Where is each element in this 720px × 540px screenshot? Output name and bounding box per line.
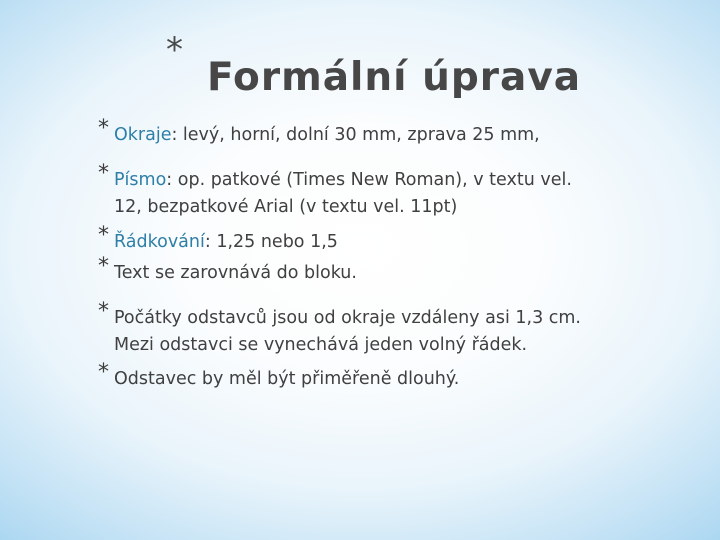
bullet-term: Okraje bbox=[114, 125, 172, 145]
bullet-item-margins bbox=[98, 116, 678, 149]
bullet-content bbox=[114, 167, 678, 221]
bullet-star-marker: * bbox=[98, 161, 109, 186]
slide-title: Formální úprava bbox=[207, 55, 582, 100]
bullet-star-marker: * bbox=[98, 116, 109, 141]
bullet-content bbox=[114, 229, 678, 256]
bullet-star-marker: * bbox=[98, 223, 109, 248]
bullet-item-line-spacing bbox=[98, 223, 678, 256]
bullet-term: Řádkování bbox=[114, 232, 205, 252]
bullet-content bbox=[114, 260, 678, 287]
bullet-star-marker: * bbox=[98, 254, 109, 279]
bullet-star-marker: * bbox=[98, 360, 109, 385]
bullet-continuation: Mezi odstavci se vynechává jeden volný řádek. bbox=[114, 335, 528, 355]
bullet-continuation: 12, bezpatkové Arial (v textu vel. 11pt) bbox=[114, 197, 458, 217]
bullet-text: : levý, horní, dolní 30 mm, zprava 25 mm, bbox=[171, 125, 540, 145]
bullet-text: Text se zarovnává do bloku. bbox=[114, 263, 357, 283]
bullet-content bbox=[114, 122, 678, 149]
bullet-text: : 1,25 nebo 1,5 bbox=[204, 232, 338, 252]
bullet-item-alignment bbox=[98, 254, 678, 287]
bullet-item-paragraph-length bbox=[98, 360, 678, 393]
title-star-marker: * bbox=[166, 30, 183, 70]
bullet-content bbox=[114, 366, 678, 393]
bullet-term: Písmo bbox=[114, 170, 167, 190]
bullet-text: Odstavec by měl být přiměřeně dlouhý. bbox=[114, 369, 460, 389]
bullet-item-paragraph-indent bbox=[98, 299, 678, 359]
bullet-item-font bbox=[98, 161, 678, 221]
bullet-star-marker: * bbox=[98, 299, 109, 324]
bullet-text: : op. patkové (Times New Roman), v textu vel. bbox=[166, 170, 572, 190]
bullet-content bbox=[114, 305, 678, 359]
bullet-text: Počátky odstavců jsou od okraje vzdáleny asi 1,3 cm. bbox=[114, 308, 581, 328]
